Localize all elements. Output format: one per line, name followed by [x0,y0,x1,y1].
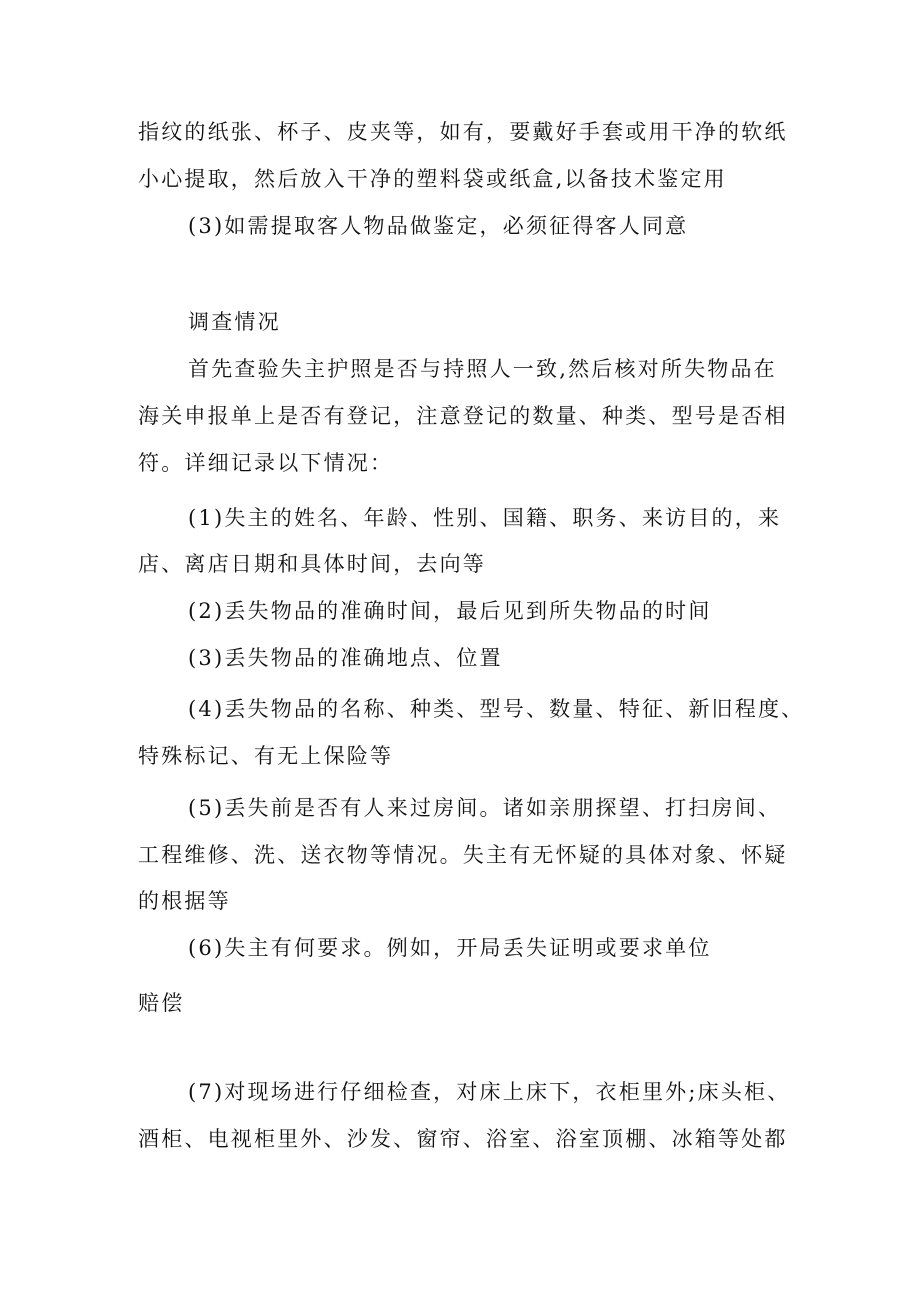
list-item: (3)丢失物品的准确地点、位置 [188,646,503,670]
list-item: (3)如需提取客人物品做鉴定，必须征得客人同意 [188,214,689,238]
section-heading: 调查情况 [188,310,281,334]
text-line: 店、离店日期和具体时间，去向等 [138,552,486,576]
text-line: 小心提取，然后放入干净的塑料袋或纸盒,以备技术鉴定用 [138,167,727,191]
list-item: (2)丢失物品的准确时间，最后见到所失物品的时间 [188,599,712,623]
text-line: 海关申报单上是否有登记，注意登记的数量、种类、型号是否相 [138,404,788,428]
text-line: 指纹的纸张、杯子、皮夹等，如有，要戴好手套或用干净的软纸 [138,120,788,144]
text-line: 特殊标记、有无上保险等 [138,744,394,768]
text-line: 的根据等 [138,889,231,913]
list-item: (1)失主的姓名、年龄、性别、国籍、职务、来访目的，来 [188,506,782,530]
list-item: (4)丢失物品的名称、种类、型号、数量、特征、新旧程度、 [188,697,805,721]
text-line: 工程维修、洗、送衣物等情况。失主有无怀疑的具体对象、怀疑 [138,843,788,867]
text-line: 符。详细记录以下情况： [138,451,394,475]
text-line: 赔偿 [138,991,185,1015]
list-item: (6)失主有何要求。例如，开局丢失证明或要求单位 [188,936,712,960]
list-item: (7)对现场进行仔细检查，对床上床下，衣柜里外;床头柜、 [188,1080,791,1104]
list-item: (5)丢失前是否有人来过房间。诸如亲朋探望、打扫房间、 [188,796,782,820]
text-line: 首先查验失主护照是否与持照人一致,然后核对所失物品在 [188,357,777,381]
text-line: 酒柜、电视柜里外、沙发、窗帘、浴室、浴室顶棚、冰箱等处都 [138,1127,788,1151]
